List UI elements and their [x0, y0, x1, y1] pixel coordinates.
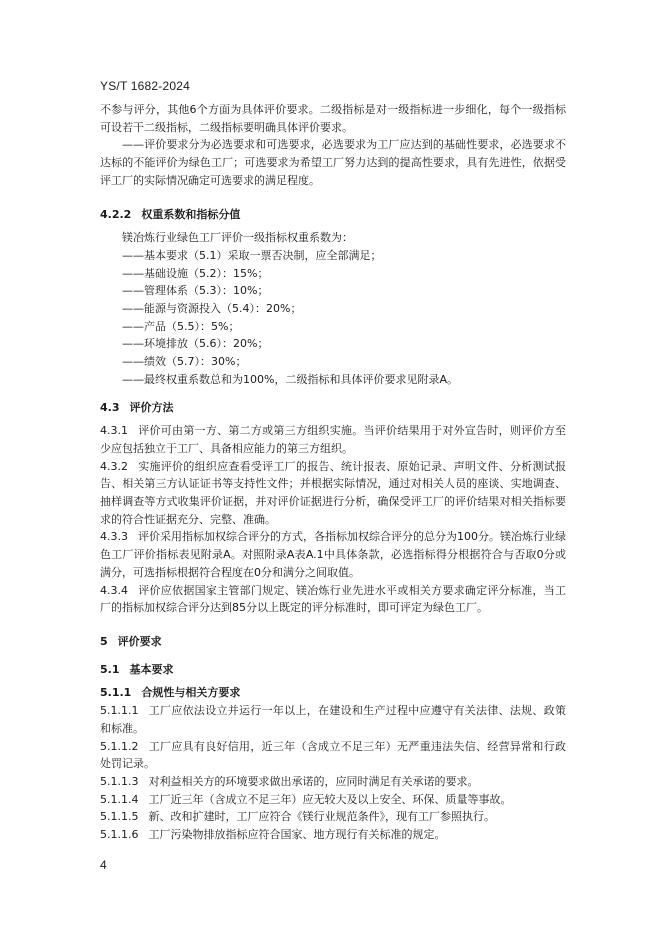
clause-text: 实施评价的组织应查看受评工厂的报告、统计报表、原始记录、声明文件、分析测试报告、相关第三方认证证书等支持性文件；并根据实际情况，通过对相关人员的座谈、实地调查、抽样调查等方式收集评价证据，并对评价证据进行分析，确保受评工厂的评价结果对相关指标要求的符合性证据充分、完整、准确。	[100, 459, 566, 526]
section-title: 权重系数和指标分值	[141, 207, 241, 221]
weight-item: ——基础设施（5.2）：15%；	[122, 266, 269, 280]
clause-text: 工厂污染物排放指标应符合国家、地方现行有关标准的规定。	[148, 828, 446, 842]
weight-item: ——产品（5.5）：5%；	[122, 319, 240, 333]
clause-5-1-1-6	[100, 826, 566, 844]
weight-item: ——基本要求（5.1）采取一票否决制，应全部满足；	[122, 248, 382, 262]
clause-text: 工厂近三年（含成立不足三年）应无较大及以上安全、环保、质量等事故。	[148, 792, 512, 806]
clause-4-3-2	[100, 458, 566, 529]
clause-text: 工厂应具有良好信用，近三年（含成立不足三年）无严重违法失信、经营异常和行政处罚记录。	[100, 739, 566, 771]
section-title: 评价方法	[129, 400, 174, 414]
clause-4-3-3	[100, 528, 566, 581]
clause-text: 评价可由第一方、第二方或第三方组织实施。当评价结果用于对外宣告时，则评价方至少应包括独立于工厂、具备相应能力的第三方组织。	[100, 424, 566, 455]
section-5-1-1-heading	[100, 684, 566, 702]
clause-5-1-1-2	[100, 738, 566, 773]
section-title: 合规性与相关方要求	[141, 686, 241, 700]
clause-number: 4.3.4	[100, 583, 128, 597]
clause-text: 工厂应依法设立并运行一年以上，在建设和生产过程中应遵守有关法律、法规、政策和标准。	[100, 704, 566, 735]
weight-item: ——管理体系（5.3）：10%；	[122, 284, 269, 298]
weight-item: ——能源与资源投入（5.4）：20%；	[122, 302, 302, 316]
clause-number: 4.3.1	[100, 424, 128, 438]
clause-text: 新、改和扩建时，工厂应符合《镁行业规范条件》，现有工厂参照执行。	[148, 810, 495, 824]
section-number: 5	[100, 634, 108, 648]
weight-lead: 镁冶炼行业绿色工厂评价一级指标权重系数为：	[122, 231, 353, 245]
clause-number: 4.3.2	[100, 459, 128, 473]
clause-number: 5.1.1.3	[100, 774, 139, 788]
clause-number: 5.1.1.1	[100, 704, 139, 718]
section-title: 基本要求	[129, 662, 174, 676]
clause-number: 5.1.1.4	[100, 792, 139, 806]
section-4-2-2-heading	[100, 206, 566, 224]
clause-text: 评价采用指标加权综合评分的方式，各指标加权综合评分的总分为100分。镁冶炼行业绿色工厂评价指标表见附录A。对照附录A表A.1中具体条款，必选指标得分根据符合与否取0分或满分，可选指标根据符合程度在0分和满分之间取值。	[100, 530, 566, 579]
clause-5-1-1-3	[100, 773, 566, 791]
section-4-3-heading	[100, 399, 566, 417]
clause-number: 5.1.1.6	[100, 828, 139, 842]
section-number: 5.1.1	[100, 686, 132, 700]
clause-number: 4.3.3	[100, 530, 128, 544]
requirements-paragraph: ——评价要求分为必选要求和可选要求，必选要求为工厂应达到的基础性要求，必选要求不达标的不能评价为绿色工厂；可选要求为希望工厂努力达到的提高性要求，具有先进性，依据受评工厂的实际情况确定可选要求的满足程度。	[100, 138, 566, 187]
section-number: 4.2.2	[100, 207, 132, 221]
clause-text: 对利益相关方的环境要求做出承诺的，应同时满足有关承诺的要求。	[148, 774, 479, 788]
weight-item: ——最终权重系数总和为100%，二级指标和具体评价要求见附录A。	[122, 372, 458, 386]
weight-item: ——环境排放（5.6）：20%；	[122, 337, 269, 351]
clause-4-3-4	[100, 582, 566, 617]
section-title: 评价要求	[117, 634, 162, 648]
section-number: 5.1	[100, 662, 120, 676]
clause-text: 评价应依据国家主管部门规定、镁冶炼行业先进水平或相关方要求确定评分标准，当工厂的指标加权综合评分达到85分以上既定的评分标准时，即可评定为绿色工厂。	[100, 583, 566, 615]
section-5-1-heading	[100, 661, 566, 679]
section-number: 4.3	[100, 400, 120, 414]
intro-paragraph: 不参与评分，其他6个方面为具体评价要求。二级指标是对一级指标进一步细化，每个一级指标可设若干二级指标，二级指标要明确具体评价要求。	[100, 103, 566, 134]
weight-item: ——绩效（5.7）：30%；	[122, 355, 247, 369]
document-body	[100, 101, 566, 844]
clause-5-1-1-4	[100, 791, 566, 809]
clause-5-1-1-1	[100, 702, 566, 737]
section-5-heading	[100, 633, 566, 651]
document-id-header: YS/T 1682-2024	[100, 79, 190, 93]
clause-4-3-1	[100, 422, 566, 457]
clause-number: 5.1.1.5	[100, 810, 139, 824]
clause-number: 5.1.1.2	[100, 739, 139, 753]
page-number: 4	[100, 858, 107, 872]
clause-5-1-1-5	[100, 808, 566, 826]
